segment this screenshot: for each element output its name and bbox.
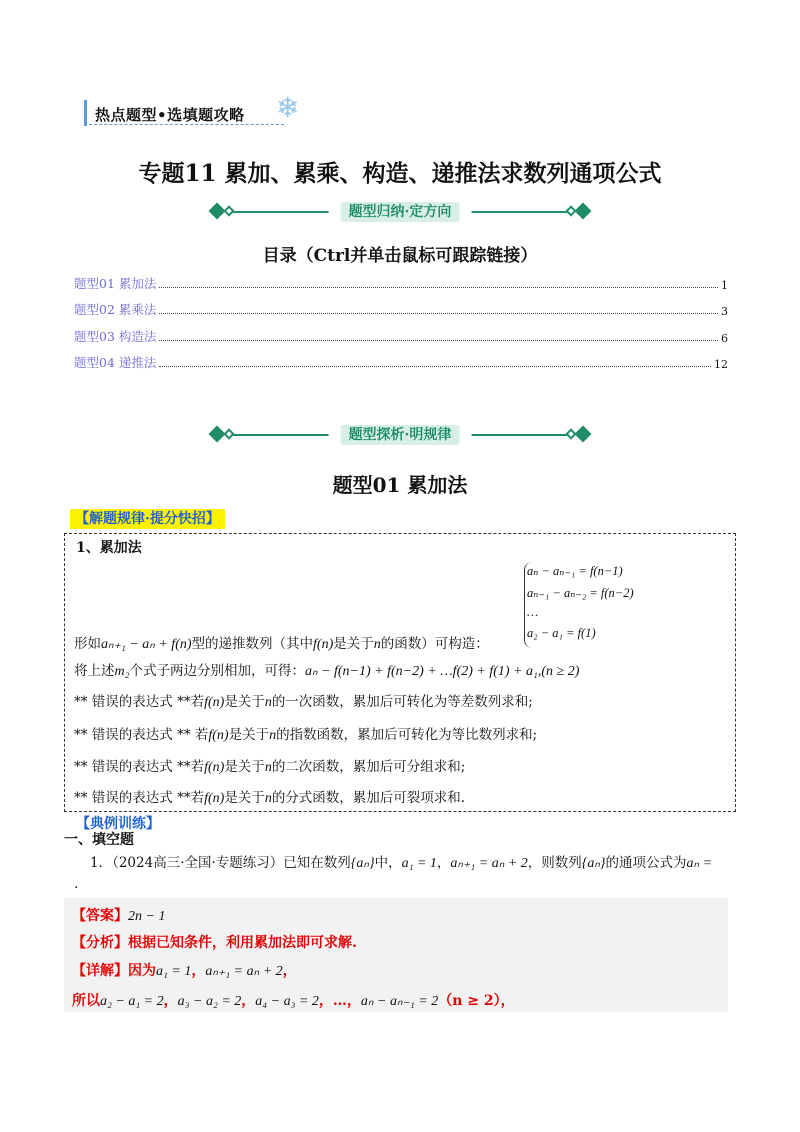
recurrence-formula: aₙ₊₁ − aₙ + f(n) bbox=[101, 637, 192, 652]
case-line: … bbox=[527, 605, 539, 619]
diamond-icon bbox=[575, 203, 592, 220]
toc-item-page: 12 bbox=[714, 358, 728, 371]
analysis-line bbox=[72, 932, 357, 952]
rule-tag: 【解题规律·提分快招】 bbox=[70, 509, 225, 529]
header-accent-bar bbox=[84, 100, 88, 126]
toc-item-label[interactable]: 题型03 构造法 bbox=[74, 329, 157, 344]
diamond-outline-icon bbox=[223, 428, 234, 439]
diamond-outline-icon bbox=[565, 428, 576, 439]
rule-line-1: 形如aₙ₊₁ − aₙ + f(n)型的递推数列（其中f(n)是关于n的函数）可构造： bbox=[74, 636, 489, 652]
analysis-label: 【分析】 bbox=[72, 935, 128, 951]
header-tag: 热点题型•选填题攻略 bbox=[95, 106, 245, 124]
detail-label: 【详解】 bbox=[72, 963, 128, 979]
diamond-icon bbox=[575, 426, 592, 443]
rule-bullet: ** 错误的表达式 **若f(n)是关于n的一次函数，累加后可转化为等差数列求和; bbox=[74, 694, 533, 710]
question-1: 1．（2024高三·全国·专题练习）已知在数列{aₙ}中，a₁ = 1，aₙ₊₁ = aₙ + 2，则数列{aₙ}的通项公式为aₙ = bbox=[90, 855, 713, 871]
toc-leader bbox=[159, 366, 711, 367]
answer-label: 【答案】 bbox=[72, 908, 128, 924]
so-line: 所以a₂ − a₁ = 2，a₃ − a₂ = 2，a₄ − a₃ = 2，…，aₙ − aₙ₋₁ = 2（n ≥ 2）， bbox=[72, 993, 515, 1009]
toc-leader bbox=[159, 340, 718, 341]
diamond-outline-icon bbox=[223, 205, 234, 216]
section-banner-1 bbox=[205, 201, 595, 223]
toc-item-page: 3 bbox=[721, 305, 728, 318]
case-line: a₂ − a₁ = f(1) bbox=[527, 626, 596, 640]
snowflake-icon: ❄ bbox=[276, 91, 300, 124]
section-banner-2 bbox=[205, 424, 595, 446]
answer-line bbox=[72, 905, 165, 925]
toc-item[interactable] bbox=[74, 274, 728, 292]
rule-bullet: ** 错误的表达式 ** 若f(n)是关于n的指数函数，累加后可转化为等比数列求和; bbox=[74, 727, 538, 743]
case-line: aₙ − aₙ₋₁ = f(n−1) bbox=[527, 564, 623, 578]
toc-item-label[interactable]: 题型02 累乘法 bbox=[74, 302, 157, 317]
fill-heading: 一、填空题 bbox=[64, 832, 134, 848]
banner-label: 题型探析·明规律 bbox=[341, 425, 460, 445]
toc-leader bbox=[159, 287, 718, 288]
toc-item-page: 1 bbox=[721, 279, 728, 292]
answer-value: 2n − 1 bbox=[128, 909, 166, 924]
toc-item[interactable] bbox=[74, 327, 728, 345]
section-title: 题型01 累加法 bbox=[332, 473, 468, 497]
main-title: 专题11 累加、累乘、构造、递推法求数列通项公式 bbox=[138, 160, 662, 187]
header-underline bbox=[84, 124, 284, 125]
toc-item-label[interactable]: 题型01 累加法 bbox=[74, 276, 157, 291]
rule-bullet: ** 错误的表达式 **若f(n)是关于n的分式函数，累加后可裂项求和. bbox=[74, 790, 466, 806]
toc-leader bbox=[159, 313, 718, 314]
toc-item[interactable] bbox=[74, 300, 728, 318]
sum-formula: aₙ − f(n−1) + f(n−2) + …f(2) + f(1) + a₁,(n ≥ 2) bbox=[304, 664, 580, 679]
case-line: aₙ₋₁ − aₙ₋₂ = f(n−2) bbox=[527, 586, 634, 600]
toc-item-label[interactable]: 题型04 递推法 bbox=[74, 355, 157, 370]
toc-item-page: 6 bbox=[721, 332, 728, 345]
analysis-text: 根据已知条件，利用累加法即可求解. bbox=[128, 935, 357, 951]
rule-line-2: 将上述m₂个式子两边分别相加，可得：aₙ − f(n−1) + f(n−2) + …f(2) + f(1) + a₁,(n ≥ 2) bbox=[74, 663, 580, 679]
question-1-end: . bbox=[74, 876, 79, 892]
detail-line: 【详解】因为a₁ = 1，aₙ₊₁ = aₙ + 2， bbox=[72, 963, 297, 979]
example-tag: 【典例训练】 bbox=[76, 816, 160, 832]
toc-item[interactable] bbox=[74, 353, 728, 371]
rule-title: 1、累加法 bbox=[76, 540, 142, 556]
rule-bullet: ** 错误的表达式 **若f(n)是关于n的二次函数，累加后可分组求和; bbox=[74, 759, 466, 775]
banner-label: 题型归纳·定方向 bbox=[341, 202, 460, 222]
diamond-outline-icon bbox=[565, 205, 576, 216]
toc-heading: 目录（Ctrl并单击鼠标可跟踪链接） bbox=[262, 246, 538, 266]
